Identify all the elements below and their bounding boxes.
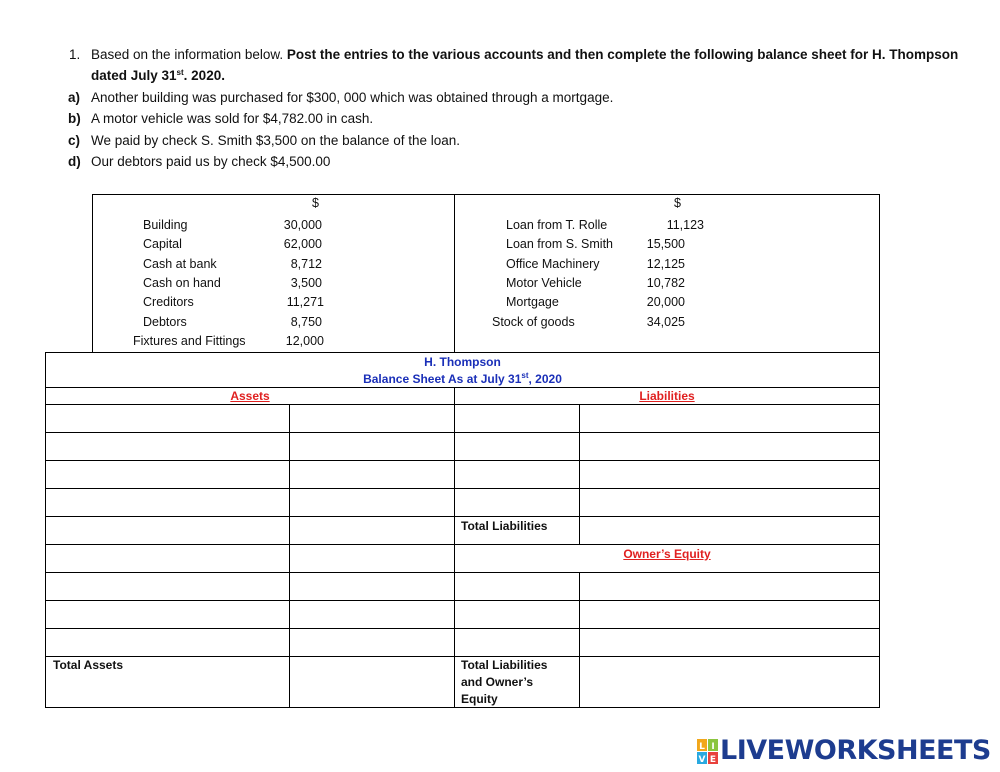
item-label: b) bbox=[68, 111, 81, 126]
account-amount: 8,750 bbox=[290, 315, 322, 329]
account-name: Loan from S. Smith bbox=[506, 237, 613, 251]
account-name: Mortgage bbox=[506, 295, 559, 309]
item-text: Our debtors paid us by check $4,500.00 bbox=[91, 154, 331, 169]
account-name: Debtors bbox=[143, 315, 187, 329]
intro-plain: Based on the information below. bbox=[91, 47, 284, 62]
account-amount: 62,000 bbox=[283, 237, 322, 251]
total-liab-equity-input[interactable] bbox=[580, 657, 878, 706]
title-text: Balance Sheet As at July 31 bbox=[363, 372, 522, 386]
account-name: Fixtures and Fittings bbox=[133, 334, 246, 348]
asset-amount-input[interactable] bbox=[290, 433, 453, 459]
logo-letter: V bbox=[698, 755, 706, 765]
liability-name-input[interactable] bbox=[455, 405, 578, 431]
liability-amount-input[interactable] bbox=[580, 405, 878, 431]
intro-bold: Post the entries to the various accounts and then complete the following balance sheet for H. Thompson bbox=[286, 47, 959, 62]
title-end: , 2020 bbox=[528, 372, 562, 386]
account-amount: 11,271 bbox=[286, 295, 324, 309]
account-amount: 11,123 bbox=[666, 218, 704, 232]
account-amount: 12,000 bbox=[285, 334, 324, 348]
company-name: H. Thompson bbox=[424, 355, 501, 369]
item-text: We paid by check S. Smith $3,500 on the balance of the loan. bbox=[91, 133, 460, 148]
liveworksheets-logo[interactable]: LIVEWORKSHEETS bbox=[720, 735, 991, 766]
account-name: Loan from T. Rolle bbox=[506, 218, 608, 232]
account-amount: 3,500 bbox=[290, 276, 322, 290]
account-amount: 8,712 bbox=[290, 257, 322, 271]
question-intro bbox=[91, 47, 971, 62]
logo-letter: I bbox=[711, 742, 715, 752]
account-name: Capital bbox=[143, 237, 182, 251]
logo-letter: L bbox=[699, 742, 705, 752]
account-name: Building bbox=[143, 218, 188, 232]
question-number: 1. bbox=[69, 47, 81, 62]
account-name: Cash at bank bbox=[143, 257, 217, 271]
total-liab-equity-label: Equity bbox=[461, 692, 498, 706]
title-sup: st bbox=[521, 371, 529, 380]
balance-sheet-title bbox=[46, 372, 879, 386]
total-liab-equity-label: and Owner’s bbox=[461, 675, 534, 689]
item-text: Another building was purchased for $300, 000 which was obtained through a mortgage. bbox=[91, 90, 614, 105]
account-name: Stock of goods bbox=[492, 315, 575, 329]
total-assets-input[interactable] bbox=[290, 657, 453, 706]
asset-name-input[interactable] bbox=[46, 433, 288, 459]
item-text: A motor vehicle was sold for $4,782.00 in cash. bbox=[91, 111, 374, 126]
liveworksheets-logo-icon bbox=[697, 739, 719, 765]
currency-symbol: $ bbox=[312, 196, 319, 210]
question-date bbox=[91, 68, 225, 83]
date-text: dated July 31 bbox=[91, 68, 177, 83]
total-liabilities-label: Total Liabilities bbox=[461, 519, 548, 533]
assets-heading: Assets bbox=[230, 389, 270, 403]
account-name: Cash on hand bbox=[143, 276, 221, 290]
account-name: Motor Vehicle bbox=[506, 276, 582, 290]
date-end: . 2020. bbox=[183, 68, 225, 83]
total-liab-equity-label: Total Liabilities bbox=[461, 658, 548, 672]
total-assets-label: Total Assets bbox=[53, 658, 124, 672]
liability-name-input[interactable] bbox=[455, 433, 578, 459]
owners-equity-heading: Owner’s Equity bbox=[623, 547, 711, 561]
account-amount: 15,500 bbox=[646, 237, 685, 251]
account-name: Office Machinery bbox=[506, 257, 600, 271]
logo-letter: E bbox=[709, 755, 717, 765]
account-amount: 20,000 bbox=[646, 295, 685, 309]
item-label: c) bbox=[68, 133, 81, 148]
asset-name-input[interactable] bbox=[46, 405, 288, 431]
account-name: Creditors bbox=[143, 295, 194, 309]
account-amount: 10,782 bbox=[646, 276, 685, 290]
item-label: d) bbox=[68, 154, 81, 169]
asset-amount-input[interactable] bbox=[290, 405, 453, 431]
account-amount: 30,000 bbox=[283, 218, 322, 232]
item-label: a) bbox=[68, 90, 81, 105]
currency-symbol: $ bbox=[674, 196, 681, 210]
date-sup: st bbox=[176, 68, 184, 77]
total-liabilities-input[interactable] bbox=[580, 517, 878, 543]
liabilities-heading: Liabilities bbox=[639, 389, 695, 403]
account-amount: 34,025 bbox=[646, 315, 685, 329]
liability-amount-input[interactable] bbox=[580, 433, 878, 459]
account-amount: 12,125 bbox=[646, 257, 685, 271]
